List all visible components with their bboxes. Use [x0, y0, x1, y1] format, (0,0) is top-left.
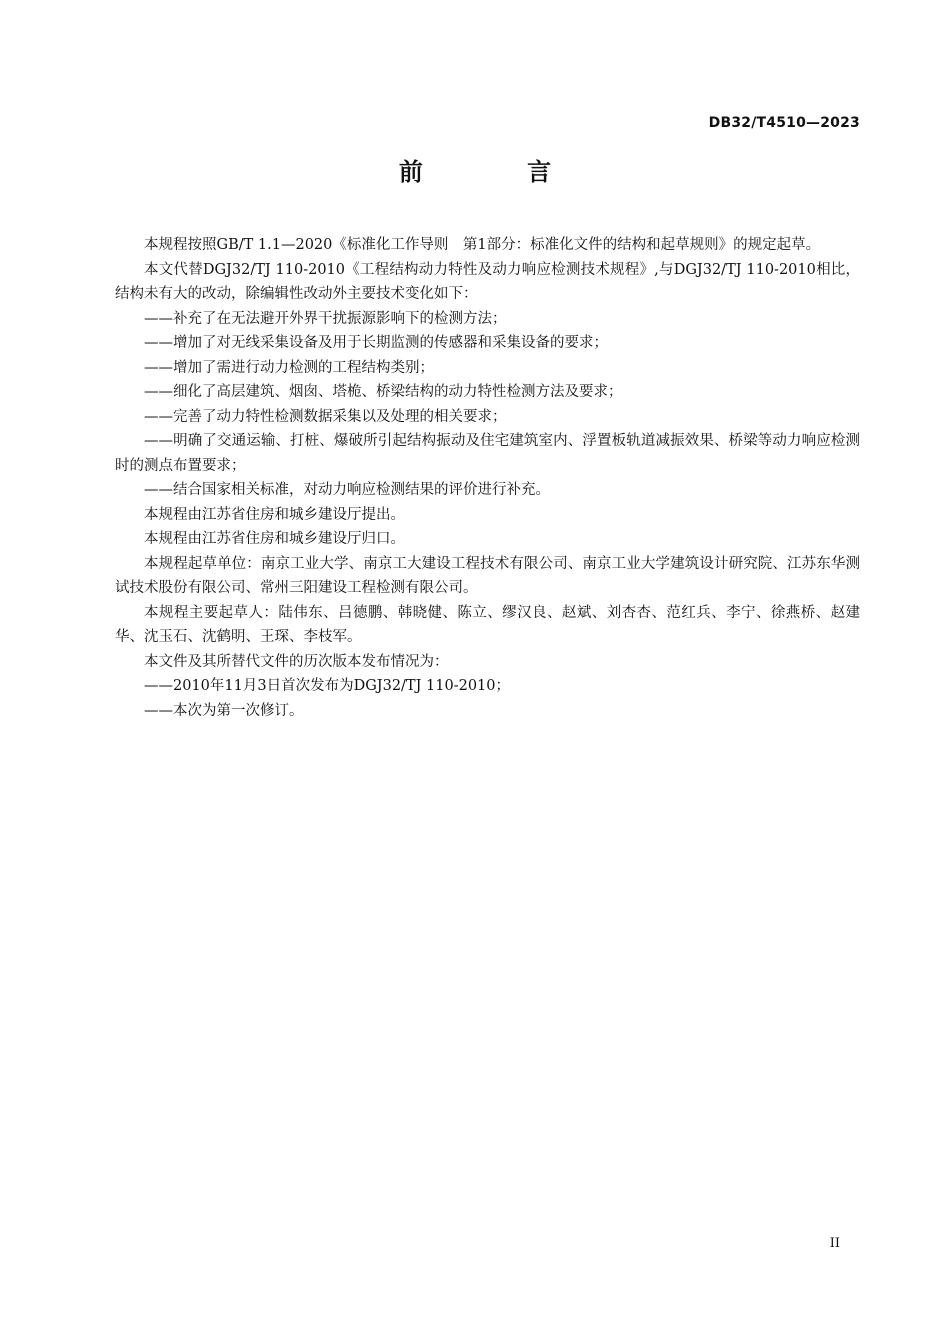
list-item: ——增加了对无线采集设备及用于长期监测的传感器和采集设备的要求；	[144, 335, 608, 351]
list-item: ——本次为第一次修订。	[144, 702, 304, 719]
list-item: ——细化了高层建筑、烟囱、塔桅、桥梁结构的动力特性检测方法及要求；	[144, 384, 623, 400]
paragraph: 本规程由江苏省住房和城乡建设厅归口。	[144, 531, 405, 547]
list-item: ——增加了需进行动力检测的工程结构类别；	[144, 359, 434, 376]
paragraph: 本规程起草单位：南京工业大学、南京工大建设工程技术有限公司、南京工业大学建筑设计研究院、江苏东华测试技术股份有限公司、常州三阳建设工程检测有限公司。	[115, 555, 860, 596]
paragraph: 本规程按照GB/T 1.1—2020《标准化工作导则 第1部分：标准化文件的结构和起草规则》的规定起草。	[144, 237, 821, 253]
paragraph: 本文代替DGJ32/TJ 110-2010《工程结构动力特性及动力响应检测技术规程》,与DGJ32/TJ 110-2010相比，结构未有大的改动，除编辑性改动外主要技术变化如下：	[115, 261, 860, 302]
list-item: ——补充了在无法避开外界干扰振源影响下的检测方法；	[144, 310, 507, 327]
list-item: ——结合国家相关标准，对动力响应检测结果的评价进行补充。	[144, 482, 550, 498]
list-item: ——明确了交通运输、打桩、爆破所引起结构振动及住宅建筑室内、浮置板轨道减振效果、桥梁等动力响应检测时的测点布置要求；	[115, 433, 860, 474]
standard-code: DB32/T4510—2023	[708, 115, 860, 131]
document-body	[115, 233, 860, 723]
paragraph: 本文件及其所替代文件的历次版本发布情况为：	[144, 653, 449, 670]
paragraph: 本规程主要起草人：陆伟东、吕德鹏、韩晓健、陈立、缪汉良、赵斌、刘杏杏、范红兵、李宁、徐燕桥、赵建华、沈玉石、沈鹤明、王琛、李枝军。	[115, 604, 860, 645]
list-item: ——完善了动力特性检测数据采集以及处理的相关要求；	[144, 408, 507, 425]
page-title: 前 言	[398, 158, 600, 186]
list-item: ——2010年11月3日首次发布为DGJ32/TJ 110-2010；	[144, 678, 511, 694]
page-number: II	[829, 1236, 840, 1251]
paragraph: 本规程由江苏省住房和城乡建设厅提出。	[144, 506, 405, 523]
